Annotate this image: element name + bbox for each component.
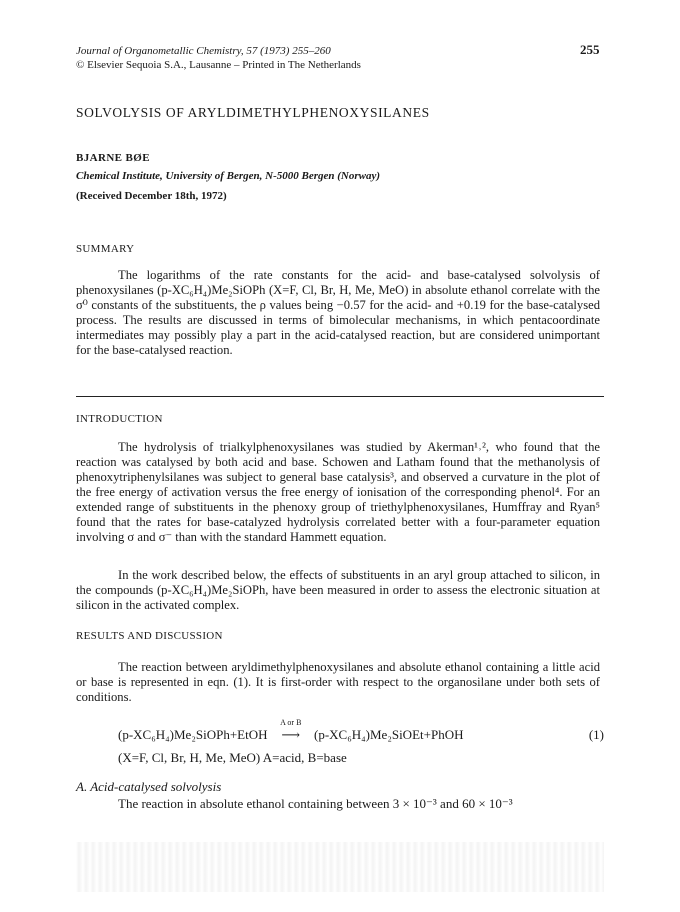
equation-number: (1) bbox=[588, 727, 604, 742]
introduction-paragraph-1: The hydrolysis of trialkylphenoxysilanes was studied by Akerman¹˒², who found that the reaction was catalysed by both acid and base. Schowen and Latham found that the methanolysis of phenoxytriphenylsilanes was subject to general base catalysis³, and observed a curvature in the plot of the free energy of activation versus the free energy of ionisation of the corresponding phenol⁴. For an extended range of substituents in the phenoxy group of triethylphenoxysilanes, Humffray and Ryan⁵ found that the rates for base-catalyzed hydrolysis correlated better with a four-parameter equation involving σ and σ⁻ than with the standard Hammett equation. bbox=[76, 440, 600, 544]
reaction-arrow bbox=[271, 718, 311, 743]
summary-heading: SUMMARY bbox=[76, 243, 135, 255]
subsection-text: The reaction in absolute ethanol containing between 3 × 10⁻³ and 60 × 10⁻³ bbox=[118, 796, 513, 811]
equation-1 bbox=[118, 718, 604, 743]
journal-citation bbox=[76, 44, 361, 72]
introduction-heading: INTRODUCTION bbox=[76, 413, 163, 425]
summary-paragraph: The logarithms of the rate constants for the acid- and base-catalysed solvolysis of phenoxysilanes (p-XC₆H₄)Me₂SiOPh (X=F, Cl, Br, H, Me, MeO) in absolute ethanol correlate with the σ⁰ constants of the substituents, the ρ values being −0.57 for the acid- and +0.19 for the base-catalysed process. The results are discussed in terms of bimolecular mechanisms, in which pentacoordinate intermediates may possibly play a part in the acid-catalysed reaction, but are considered unimportant for the base-catalysed reaction. bbox=[76, 268, 600, 357]
subsection-heading: A. Acid-catalysed solvolysis bbox=[76, 779, 222, 794]
equation-products: (p-XC₆H₄)Me₂SiOEt+PhOH bbox=[313, 727, 464, 742]
scan-noise bbox=[76, 842, 604, 892]
received-date: (Received December 18th, 1972) bbox=[76, 190, 227, 202]
journal-line-1: Journal of Organometallic Chemistry, 57 (1973) 255–260 bbox=[76, 45, 331, 57]
equation-conditions: (X=F, Cl, Br, H, Me, MeO) A=acid, B=base bbox=[118, 750, 347, 765]
section-divider bbox=[76, 396, 604, 397]
page-number: 255 bbox=[580, 42, 600, 57]
journal-line-2: © Elsevier Sequoia S.A., Lausanne – Printed in The Netherlands bbox=[76, 59, 361, 71]
author-name: BJARNE BØE bbox=[76, 152, 150, 164]
article-title: SOLVOLYSIS OF ARYLDIMETHYLPHENOXYSILANES bbox=[76, 105, 430, 120]
author-affiliation: Chemical Institute, University of Bergen, N-5000 Bergen (Norway) bbox=[76, 170, 381, 182]
arrow-label: A or B bbox=[280, 718, 302, 727]
results-paragraph-1: The reaction between aryldimethylphenoxysilanes and absolute ethanol containing a little acid or base is represented in eqn. (1). It is first-order with respect to the organosilane under both sets of conditions. bbox=[76, 660, 600, 704]
equation-reactants: (p-XC₆H₄)Me₂SiOPh+EtOH bbox=[118, 727, 268, 742]
results-heading: RESULTS AND DISCUSSION bbox=[76, 630, 223, 642]
arrow-glyph: ⟶ bbox=[281, 727, 301, 742]
introduction-paragraph-2: In the work described below, the effects of substituents in an aryl group attached to silicon, in the compounds (p-XC₆H₄)Me₂SiOPh, have been measured in order to assess the electronic situation at silicon in the activated complex. bbox=[76, 568, 600, 612]
